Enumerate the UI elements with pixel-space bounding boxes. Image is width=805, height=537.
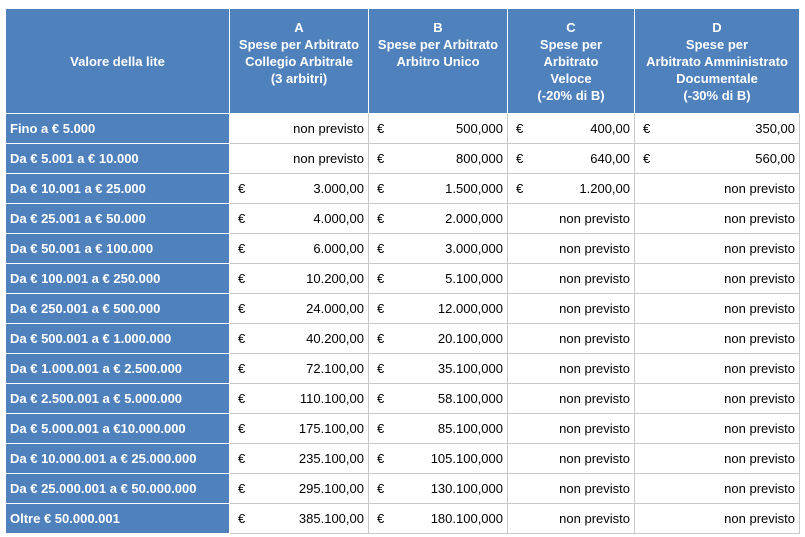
fee-value: 560,00 [755,151,795,166]
currency-symbol: € [377,241,385,256]
currency-symbol: € [377,121,385,136]
row-label: Da € 25.000.001 a € 50.000.000 [6,474,230,504]
header-col-c-line: Arbitrato [543,53,599,69]
currency-symbol: € [516,151,524,166]
currency-symbol: € [238,361,246,376]
fee-value: 3.000,000 [445,241,503,256]
row-label: Da € 25.001 a € 50.000 [6,204,230,234]
row-label: Da € 5.000.001 a €10.000.000 [6,414,230,444]
fee-cell-b [369,444,508,474]
fee-cell-a [230,474,369,504]
fee-cell-c [508,264,635,294]
fee-value: 400,00 [590,121,630,136]
fee-value: 85.100,000 [437,421,503,436]
currency-symbol: € [238,511,246,526]
header-row [6,9,800,114]
fee-value: 105.100,000 [430,451,503,466]
currency-symbol: € [238,301,246,316]
header-col-d-line: (-30% di B) [683,87,751,103]
row-label: Fino a € 5.000 [6,114,230,144]
fee-cell-d [635,354,800,384]
not-provided-text: non previsto [559,301,630,316]
fee-cell-b [369,504,508,534]
fee-cell-c [508,114,635,144]
fee-cell-c [508,144,635,174]
not-provided-text: non previsto [724,241,795,256]
fee-cell-a [230,354,369,384]
fee-cell-a [230,294,369,324]
fee-value: 12.000,000 [437,301,503,316]
row-label: Da € 100.001 a € 250.000 [6,264,230,294]
header-col-b [369,9,508,114]
row-label: Da € 1.000.001 a € 2.500.000 [6,354,230,384]
currency-symbol: € [238,331,246,346]
fee-cell-c [508,444,635,474]
row-label: Da € 5.001 a € 10.000 [6,144,230,174]
row-label: Da € 250.001 a € 500.000 [6,294,230,324]
currency-symbol: € [238,241,246,256]
header-col-d-line: Arbitrato Amministrato [646,53,788,69]
fee-value: 20.100,000 [437,331,503,346]
fee-cell-a [230,204,369,234]
table-row [6,384,800,414]
fee-cell-b [369,234,508,264]
not-provided-text: non previsto [724,421,795,436]
fee-cell-b [369,144,508,174]
currency-symbol: € [238,391,246,406]
not-provided-text: non previsto [724,511,795,526]
fee-value: 1.200,00 [579,181,630,196]
fee-cell-b [369,324,508,354]
table-row [6,144,800,174]
header-col-b-line: Spese per Arbitrato [377,36,499,52]
fee-cell-a [230,504,369,534]
fee-value: 58.100,000 [437,391,503,406]
table-row [6,444,800,474]
fee-cell-b [369,294,508,324]
currency-symbol: € [238,451,246,466]
currency-symbol: € [643,121,651,136]
row-label: Da € 10.000.001 a € 25.000.000 [6,444,230,474]
fee-value: 235.100,00 [298,451,364,466]
currency-symbol: € [238,181,246,196]
fee-value: 295.100,00 [298,481,364,496]
table-row [6,324,800,354]
table-row [6,504,800,534]
header-col-c-letter: C [566,19,576,35]
not-provided-text: non previsto [724,211,795,226]
fee-value: 2.000,000 [445,211,503,226]
header-col-b-letter: B [433,19,443,35]
header-col-d-letter: D [712,19,722,35]
fee-table-container [5,8,799,534]
row-label: Da € 2.500.001 a € 5.000.000 [6,384,230,414]
fee-cell-d [635,234,800,264]
fee-cell-a [230,414,369,444]
header-col-d [635,9,800,114]
currency-symbol: € [516,181,524,196]
fee-cell-d [635,174,800,204]
header-col-c-line: Spese per [539,36,603,52]
table-row [6,204,800,234]
currency-symbol: € [377,331,385,346]
fee-value: 35.100,000 [437,361,503,376]
fee-cell-a [230,114,369,144]
currency-symbol: € [377,511,385,526]
fee-value: 180.100,000 [430,511,503,526]
fee-cell-b [369,264,508,294]
fee-cell-b [369,204,508,234]
currency-symbol: € [377,151,385,166]
currency-symbol: € [377,271,385,286]
fee-value: 385.100,00 [298,511,364,526]
fee-cell-c [508,294,635,324]
fee-value: 175.100,00 [298,421,364,436]
fee-cell-c [508,414,635,444]
not-provided-text: non previsto [559,211,630,226]
not-provided-text: non previsto [724,271,795,286]
currency-symbol: € [377,361,385,376]
table-row [6,174,800,204]
currency-symbol: € [377,451,385,466]
not-provided-text: non previsto [293,151,364,166]
fee-cell-c [508,384,635,414]
currency-symbol: € [238,271,246,286]
fee-cell-d [635,324,800,354]
header-col-c-line: Veloce [550,70,592,86]
fee-cell-d [635,264,800,294]
table-row [6,294,800,324]
not-provided-text: non previsto [724,181,795,196]
currency-symbol: € [643,151,651,166]
currency-symbol: € [377,391,385,406]
fee-value: 500,000 [456,121,503,136]
currency-symbol: € [377,421,385,436]
currency-symbol: € [377,181,385,196]
fee-value: 72.100,00 [306,361,364,376]
fee-cell-c [508,504,635,534]
fee-cell-b [369,414,508,444]
fee-cell-d [635,294,800,324]
header-col-c-line: (-20% di B) [537,87,605,103]
fee-value: 40.200,00 [306,331,364,346]
fee-value: 10.200,00 [306,271,364,286]
fee-value: 24.000,00 [306,301,364,316]
table-row [6,414,800,444]
not-provided-text: non previsto [559,331,630,346]
fee-cell-a [230,264,369,294]
not-provided-text: non previsto [293,121,364,136]
fee-cell-c [508,234,635,264]
not-provided-text: non previsto [559,241,630,256]
fee-value: 130.100,000 [430,481,503,496]
not-provided-text: non previsto [724,361,795,376]
fee-cell-d [635,444,800,474]
table-row [6,264,800,294]
fee-cell-d [635,204,800,234]
fee-cell-c [508,324,635,354]
fee-cell-b [369,114,508,144]
fee-cell-d [635,144,800,174]
fee-cell-c [508,474,635,504]
not-provided-text: non previsto [724,481,795,496]
currency-symbol: € [238,211,246,226]
header-col-a-letter: A [294,19,304,35]
header-col-c [508,9,635,114]
fee-cell-c [508,174,635,204]
table-row [6,354,800,384]
row-label: Da € 10.001 a € 25.000 [6,174,230,204]
fee-cell-b [369,384,508,414]
row-label: Oltre € 50.000.001 [6,504,230,534]
currency-symbol: € [238,481,246,496]
not-provided-text: non previsto [559,361,630,376]
fee-cell-c [508,354,635,384]
not-provided-text: non previsto [559,421,630,436]
not-provided-text: non previsto [559,451,630,466]
fee-value: 6.000,00 [313,241,364,256]
not-provided-text: non previsto [559,391,630,406]
fee-value: 4.000,00 [313,211,364,226]
arbitration-fee-table [5,8,800,534]
not-provided-text: non previsto [559,511,630,526]
currency-symbol: € [377,481,385,496]
fee-value: 110.100,00 [299,391,364,406]
fee-value: 640,00 [590,151,630,166]
fee-cell-d [635,114,800,144]
header-col-a-line: Spese per Arbitrato [238,36,360,52]
fee-cell-a [230,174,369,204]
fee-cell-b [369,174,508,204]
row-label: Da € 50.001 a € 100.000 [6,234,230,264]
table-row [6,474,800,504]
not-provided-text: non previsto [559,481,630,496]
fee-cell-d [635,474,800,504]
header-col-b-line: Arbitro Unico [396,53,480,69]
fee-cell-b [369,474,508,504]
table-row [6,234,800,264]
fee-cell-a [230,234,369,264]
row-label: Da € 500.001 a € 1.000.000 [6,324,230,354]
header-col-a [230,9,369,114]
not-provided-text: non previsto [724,391,795,406]
currency-symbol: € [516,121,524,136]
fee-cell-a [230,324,369,354]
fee-cell-d [635,504,800,534]
fee-value: 5.100,000 [445,271,503,286]
table-body [6,114,800,534]
currency-symbol: € [377,211,385,226]
fee-value: 800,000 [456,151,503,166]
not-provided-text: non previsto [724,301,795,316]
not-provided-text: non previsto [724,331,795,346]
fee-cell-a [230,384,369,414]
header-col-d-line: Spese per [685,36,749,52]
currency-symbol: € [238,421,246,436]
fee-value: 3.000,00 [313,181,364,196]
header-col-d-line: Documentale [676,70,758,86]
header-col-a-line: (3 arbitri) [270,70,328,86]
fee-cell-b [369,354,508,384]
currency-symbol: € [377,301,385,316]
fee-cell-a [230,444,369,474]
header-value-label: Valore della lite [6,9,230,114]
fee-cell-d [635,384,800,414]
fee-cell-a [230,144,369,174]
fee-value: 1.500,000 [445,181,503,196]
not-provided-text: non previsto [559,271,630,286]
header-col-a-line: Collegio Arbitrale [245,53,353,69]
fee-cell-c [508,204,635,234]
fee-value: 350,00 [755,121,795,136]
fee-cell-d [635,414,800,444]
table-row [6,114,800,144]
not-provided-text: non previsto [724,451,795,466]
